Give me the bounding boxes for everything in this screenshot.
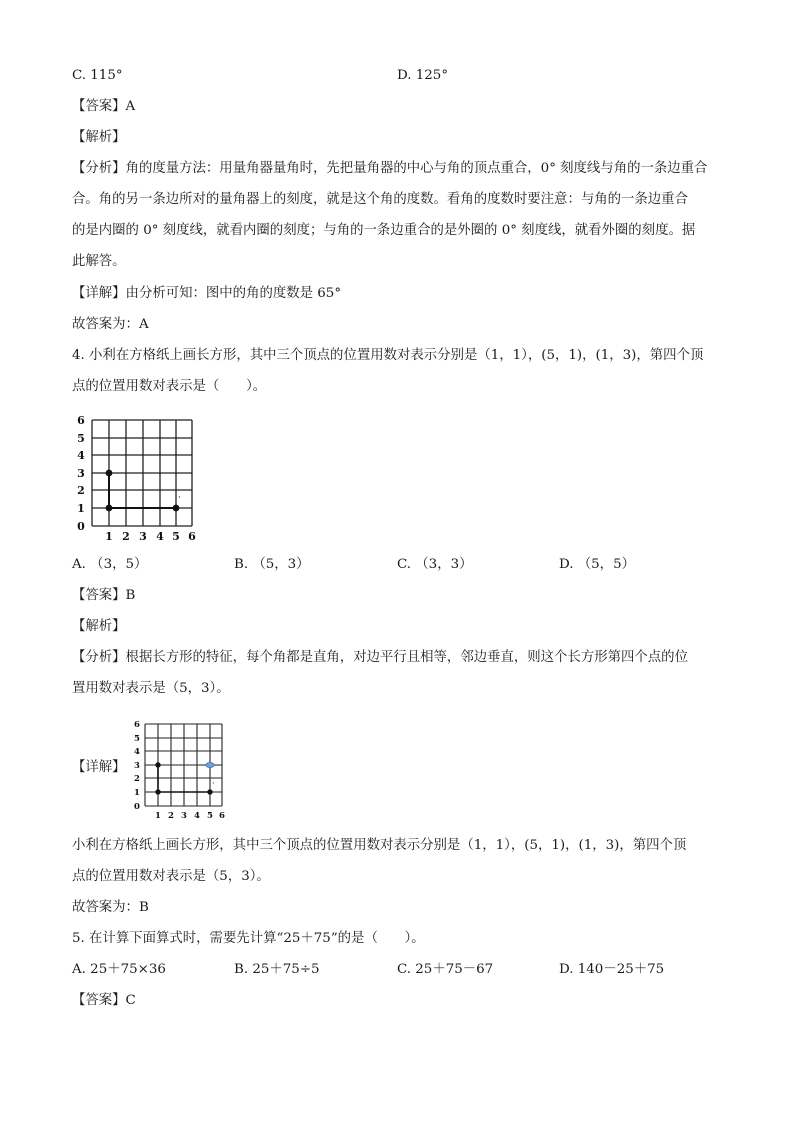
y-tick-label: 6: [77, 414, 85, 427]
y-tick-label: 2: [134, 774, 140, 784]
x-tick-label: 3: [139, 530, 147, 543]
answer-label: 【答案】A: [72, 99, 136, 114]
option-b: B. 25＋75÷5: [234, 962, 320, 977]
y-tick-label: 4: [134, 747, 140, 757]
option-a: A. 25＋75×36: [72, 962, 166, 977]
analysis-text-line: 的是内圈的 0° 刻度线，就看内圈的刻度；与角的一条边重合的是外圈的 0° 刻度线，就看外圈的刻度。据: [72, 223, 696, 238]
point-1-1: [106, 505, 113, 512]
option-d: D. （5，5）: [559, 557, 635, 572]
option-a: A. （3，5）: [72, 557, 148, 572]
point-1-1: [155, 789, 160, 794]
x-tick-label: 2: [122, 530, 130, 543]
analysis-text-line: 置用数对表示是（5，3）。: [72, 681, 230, 696]
point-5-1: [207, 789, 212, 794]
analysis-text-line: 【分析】角的度量方法：用量角器量角时，先把量角器的中心与角的顶点重合，0° 刻度线与角的一条边重合: [72, 161, 708, 176]
option-c: C. 25＋75－67: [397, 962, 494, 977]
y-tick-label: 0: [77, 520, 85, 533]
conclusion-text: 故答案为：A: [72, 317, 149, 332]
question-stem-line: 4. 小利在方格纸上画长方形，其中三个顶点的位置用数对表示分别是（1，1），(5，1)，(1，3)，第四个顶: [72, 348, 704, 363]
y-tick-label: 0: [134, 802, 140, 812]
answer-label: 【答案】B: [72, 588, 136, 603]
coordinate-grid-figure: [72, 410, 202, 545]
svg-text:·: ·: [212, 779, 215, 788]
y-tick-label: 2: [77, 484, 85, 497]
x-tick-label: 2: [168, 811, 174, 821]
detail-text: 【详解】由分析可知：图中的角的度数是 65°: [72, 286, 342, 301]
y-tick-label: 1: [134, 788, 140, 798]
svg-text:·: ·: [178, 493, 181, 503]
x-tick-label: 6: [219, 811, 225, 821]
option-c: C. （3，3）: [397, 557, 473, 572]
x-tick-label: 6: [188, 530, 196, 543]
x-tick-label: 5: [172, 530, 180, 543]
answer-point-5-3: [206, 762, 214, 767]
y-tick-label: 1: [77, 502, 85, 515]
analysis-text-line: 合。角的另一条边所对的量角器上的刻度，就是这个角的度数。看角的度数时要注意：与角的一条边重合: [72, 192, 688, 207]
conclusion-text: 故答案为：B: [72, 900, 149, 915]
y-tick-label: 3: [77, 467, 85, 480]
question-stem-line: 点的位置用数对表示是（ ）。: [72, 379, 267, 394]
x-tick-label: 4: [194, 811, 200, 821]
answer-label: 【答案】C: [72, 993, 136, 1008]
x-tick-label: 1: [155, 811, 161, 821]
detail-text-line: 点的位置用数对表示是（5，3）。: [72, 869, 270, 884]
y-tick-label: 5: [134, 734, 140, 744]
point-1-3: [106, 470, 113, 477]
point-5-1: [173, 505, 180, 512]
option-d: D. 125°: [397, 68, 449, 83]
x-tick-label: 3: [181, 811, 187, 821]
x-tick-label: 4: [156, 530, 164, 543]
analysis-heading: 【解析】: [72, 130, 126, 145]
analysis-text-line: 此解答。: [72, 254, 126, 269]
y-tick-label: 3: [134, 761, 140, 771]
y-tick-label: 4: [77, 449, 85, 462]
x-tick-label: 1: [105, 530, 113, 543]
option-c: C. 115°: [72, 68, 123, 83]
point-1-3: [155, 762, 160, 767]
y-tick-label: 5: [77, 432, 85, 445]
solution-grid-figure: [132, 718, 232, 822]
y-tick-label: 6: [134, 720, 140, 730]
analysis-text-line: 【分析】根据长方形的特征，每个角都是直角，对边平行且相等，邻边垂直，则这个长方形第四个点的位: [72, 650, 688, 665]
option-b: B. （5，3）: [234, 557, 310, 572]
x-tick-label: 5: [207, 811, 213, 821]
option-d: D. 140－25＋75: [559, 962, 665, 977]
analysis-heading: 【解析】: [72, 619, 126, 634]
detail-text-line: 小利在方格纸上画长方形，其中三个顶点的位置用数对表示分别是（1，1），(5，1)，(1，3)，第四个顶: [72, 838, 687, 853]
question-stem: 5. 在计算下面算式时，需要先计算“25＋75”的是（ ）。: [72, 931, 425, 946]
detail-label: 【详解】: [72, 760, 126, 775]
